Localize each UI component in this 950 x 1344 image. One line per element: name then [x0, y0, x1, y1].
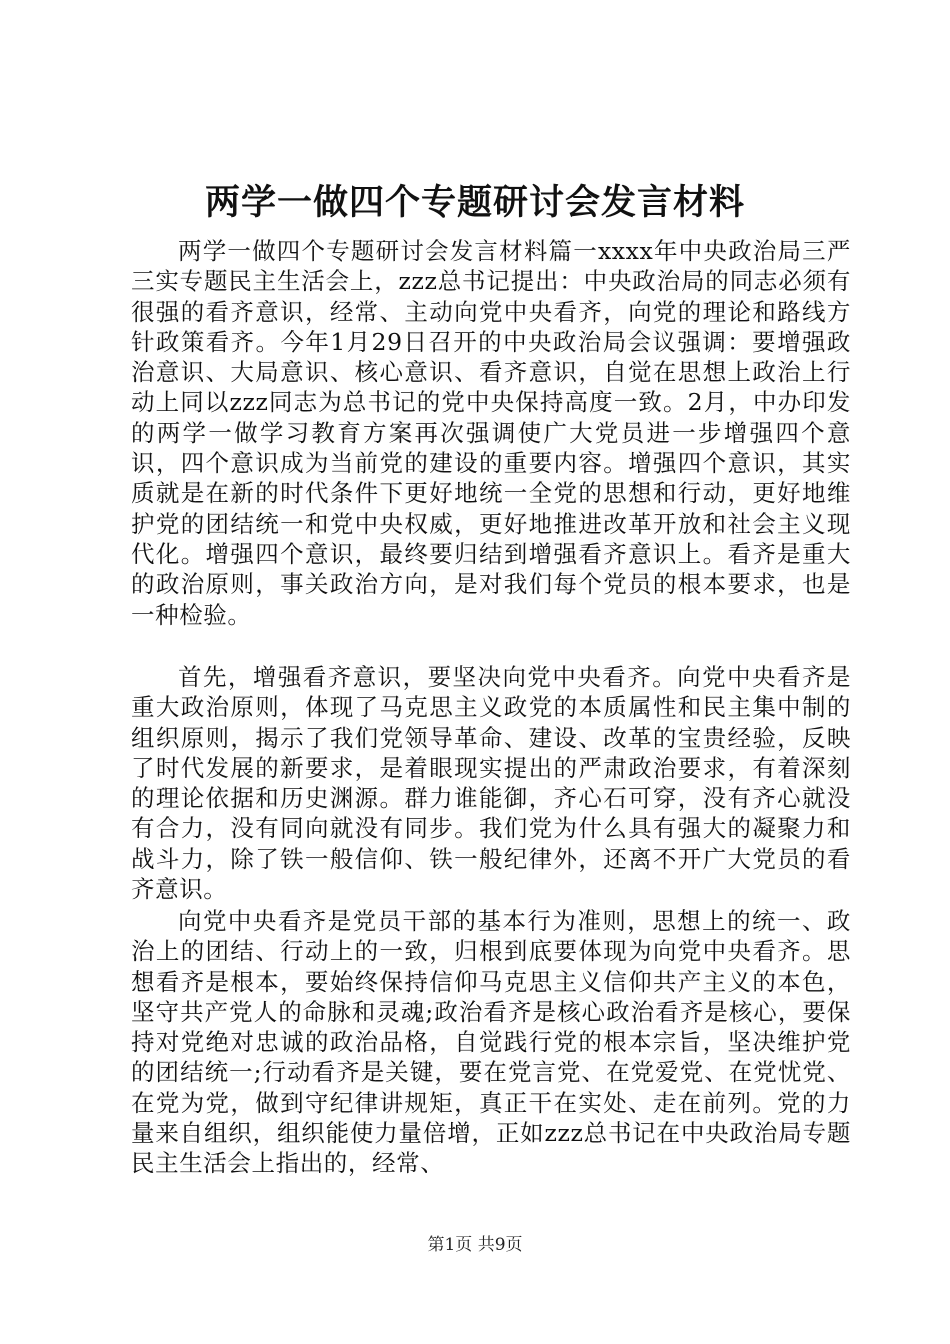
page-number-footer: 第1页 共9页: [427, 1235, 523, 1255]
document-title: 两学一做四个专题研讨会发言材料: [204, 182, 745, 223]
paragraph-1: [131, 236, 851, 630]
paragraph-text: 两学一做四个专题研讨会发言材料篇一xxxx年中央政治局三严三实专题民主生活会上，zzz总书记提出：中央政治局的同志必须有很强的看齐意识，经常、主动向党中央看齐，向党的理论和路线方针政策看齐。今年1月29日召开的中央政治局会议强调：要增强政治意识、大局意识、核心意识、看齐意识，自觉在思想上政治上行动上同以zzz同志为总书记的党中央保持高度一致。2月，中办印发的两学一做学习教育方案再次强调使广大党员进一步增强四个意识，四个意识成为当前党的建设的重要内容。增强四个意识，其实质就是在新的时代条件下更好地统一全党的思想和行动，更好地维护党的团结统一和党中央权威，更好地推进改革开放和社会主义现代化。增强四个意识，最终要归结到增强看齐意识上。看齐是重大的政治原则，事关政治方向，是对我们每个党员的根本要求，也是一种检验。: [131, 237, 851, 629]
paragraph-2: [131, 662, 851, 904]
paragraph-text: 首先，增强看齐意识，要坚决向党中央看齐。向党中央看齐是重大政治原则，体现了马克思主义政党的本质属性和民主集中制的组织原则，揭示了我们党领导革命、建设、改革的宝贵经验，反映了时代发展的新要求，是着眼现实提出的严肃政治要求，有着深刻的理论依据和历史渊源。群力谁能御，齐心石可穿，没有齐心就没有合力，没有同向就没有同步。我们党为什么具有强大的凝聚力和战斗力，除了铁一般信仰、铁一般纪律外，还离不开广大党员的看齐意识。: [131, 663, 851, 904]
paragraph-text: 向党中央看齐是党员干部的基本行为准则，思想上的统一、政治上的团结、行动上的一致，归根到底要体现为向党中央看齐。思想看齐是根本，要始终保持信仰马克思主义信仰共产主义的本色，坚守共产党人的命脉和灵魂;政治看齐是核心政治看齐是核心，要保持对党绝对忠诚的政治品格，自觉践行党的根本宗旨，坚决维护党的团结统一;行动看齐是关键，要在党言党、在党爱党、在党忧党、在党为党，做到守纪律讲规矩，真正干在实处、走在前列。党的力量来自组织，组织能使力量倍增，正如zzz总书记在中央政治局专题民主生活会上指出的，经常、: [131, 907, 851, 1178]
paragraph-3: [131, 906, 851, 1179]
